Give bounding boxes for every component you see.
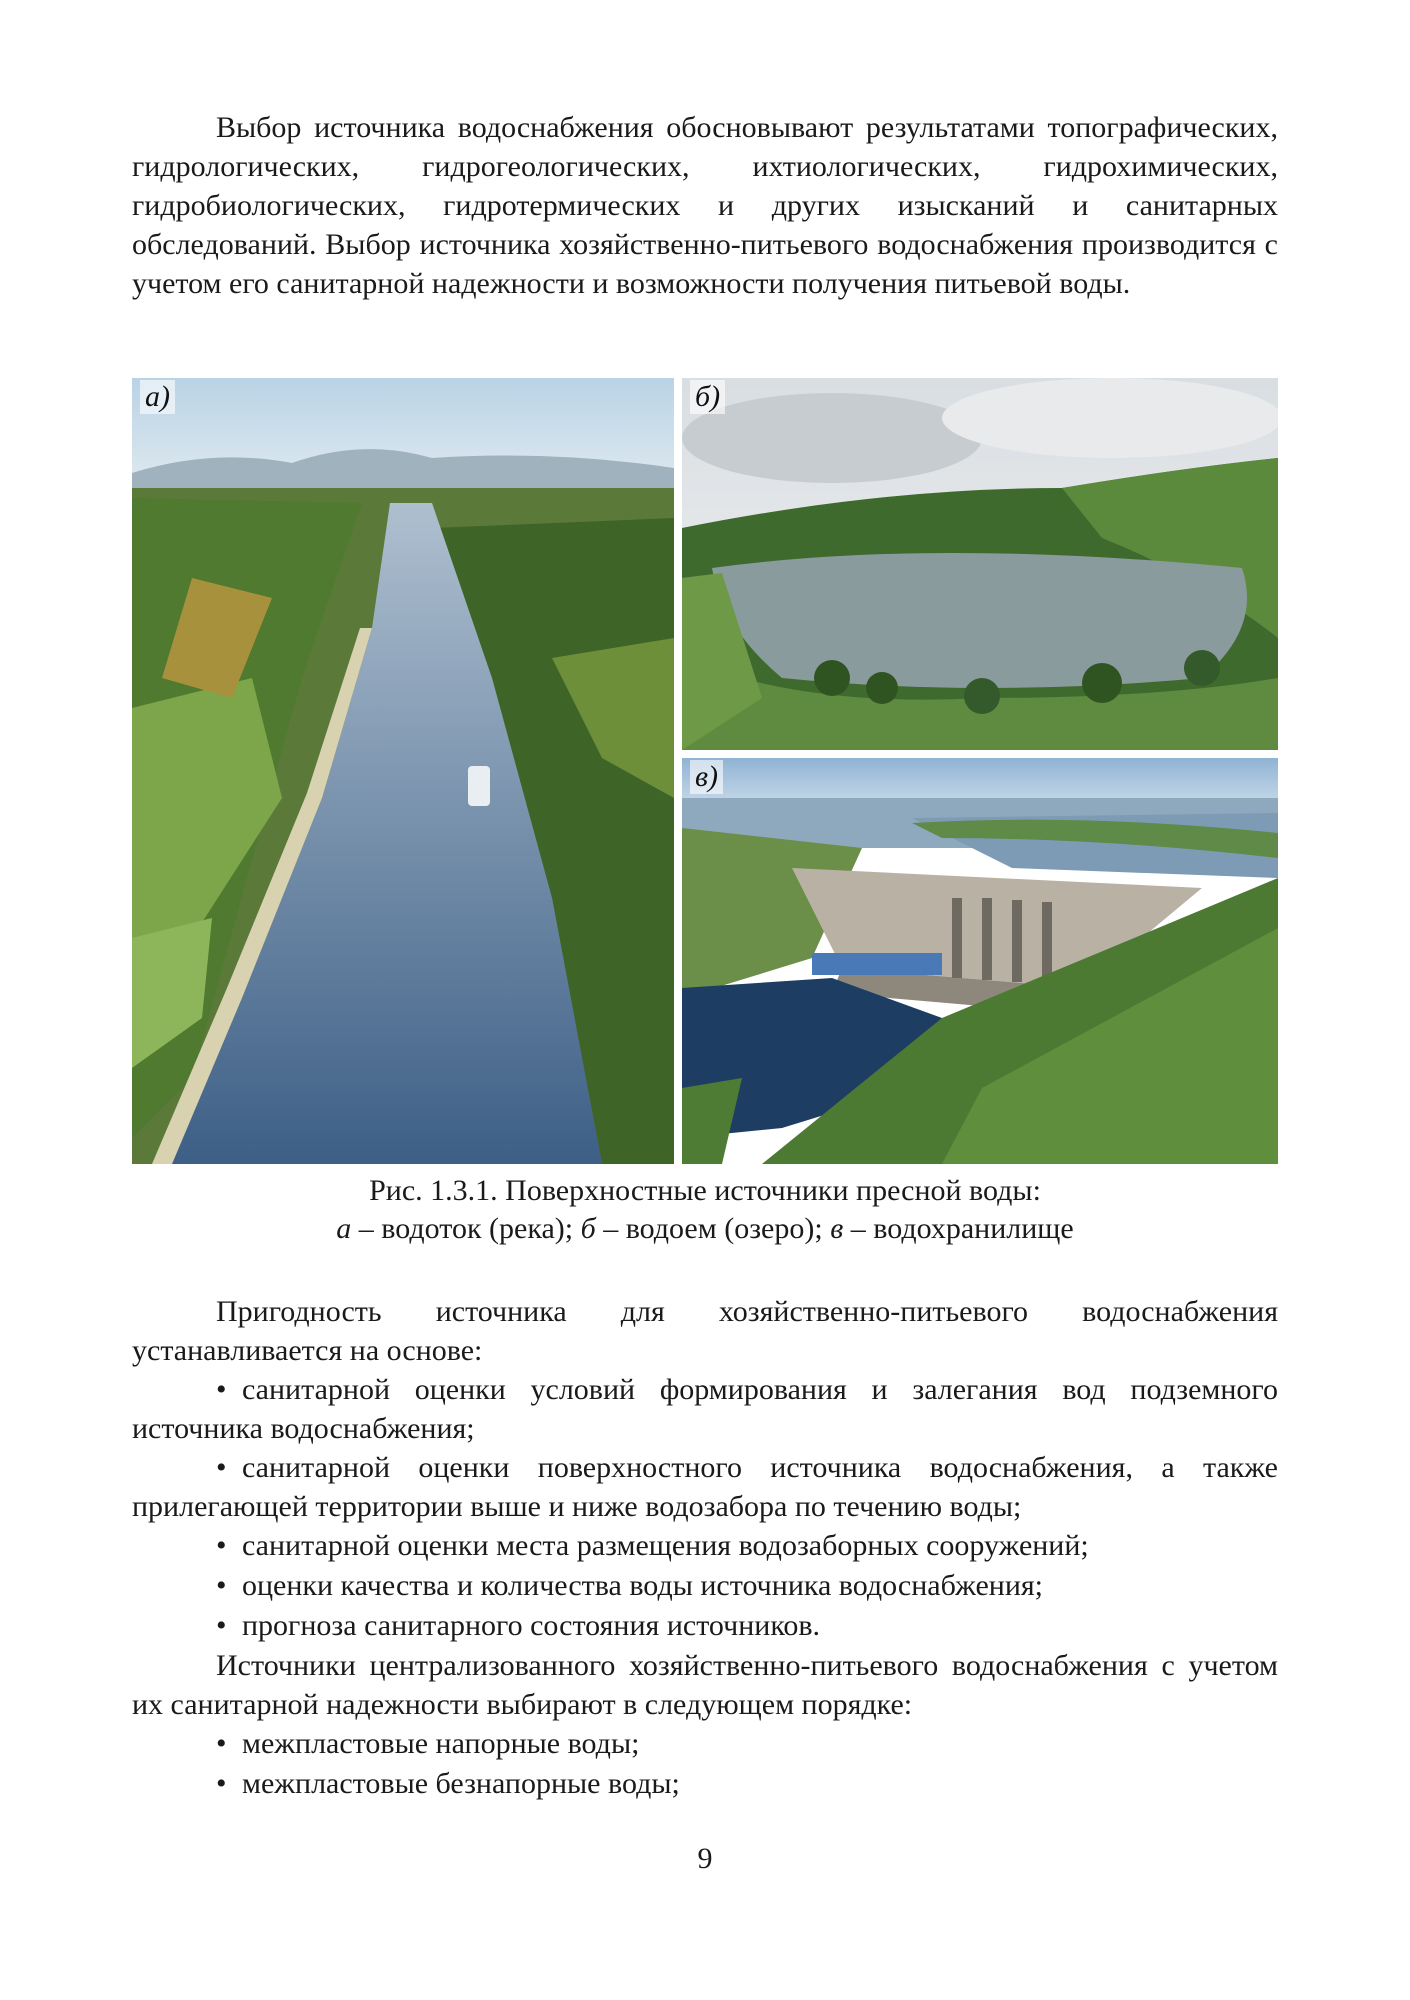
suitability-bullet: • санитарной оценки места размещения водозаборных сооружений; xyxy=(132,1526,1278,1565)
panel-b-label: б) xyxy=(690,380,725,414)
caption-title: Рис. 1.3.1. Поверхностные источники пресной воды: xyxy=(369,1174,1041,1207)
bullet-icon: • xyxy=(216,1767,227,1800)
photo-river xyxy=(132,378,674,1164)
figure-caption xyxy=(132,1172,1278,1248)
order-paragraph: Источники централизованного хозяйственно-питьевого водоснабжения с учетом их санитарной надежности выбирают в следующем порядке: xyxy=(132,1649,1278,1721)
caption-text-c: – водохранилище xyxy=(843,1212,1074,1245)
suitability-paragraph: Пригодность источника для хозяйственно-питьевого водоснабжения устанавливается на основе: xyxy=(132,1295,1278,1367)
intro-paragraph: Выбор источника водоснабжения обосновывают результатами топографических, гидрологических, гидрогеологических, ихтиологических, гидрохимических, гидробиологических, гидротермических и других изысканий и санитарных обследований. Выбор источника хозяйственно-питьевого водоснабжения производится с учетом его санитарной надежности и возможности получения питьевой воды. xyxy=(132,111,1278,300)
bullet-icon: • xyxy=(216,1609,227,1642)
caption-letter-a: а xyxy=(336,1212,352,1245)
caption-letter-c: в xyxy=(830,1212,844,1245)
photo-lake xyxy=(682,378,1278,750)
suitability-bullet: • санитарной оценки условий формирования и залегания вод подземного источника водоснабжения; xyxy=(132,1370,1278,1448)
figure-surface-water-sources xyxy=(132,378,1278,1164)
bullet-icon: • xyxy=(216,1727,227,1760)
reservoir-illustration xyxy=(682,758,1278,1164)
bullet-icon: • xyxy=(216,1451,227,1484)
suitability-bullet: • санитарной оценки поверхностного источника водоснабжения, а также прилегающей территории выше и ниже водозабора по течению воды; xyxy=(132,1448,1278,1526)
caption-legend xyxy=(132,1210,1278,1248)
suitability-bullet: • прогноза санитарного состояния источников. xyxy=(132,1606,1278,1645)
caption-text-b: – водоем (озеро); xyxy=(595,1212,831,1245)
river-illustration xyxy=(132,378,674,1164)
lake-illustration xyxy=(682,378,1278,750)
caption-text-a: – водоток (река); xyxy=(351,1212,581,1245)
bullet-icon: • xyxy=(216,1529,227,1562)
photo-reservoir xyxy=(682,758,1278,1164)
suitability-bullet: • оценки качества и количества воды источника водоснабжения; xyxy=(132,1566,1278,1605)
order-bullet: • межпластовые напорные воды; xyxy=(132,1724,1278,1763)
bullet-icon: • xyxy=(216,1569,227,1602)
caption-letter-b: б xyxy=(580,1212,596,1245)
panel-c-label: в) xyxy=(690,760,723,794)
bullet-icon: • xyxy=(216,1373,227,1406)
page-number: 9 xyxy=(697,1842,713,1875)
order-bullet: • межпластовые безнапорные воды; xyxy=(132,1764,1278,1803)
panel-a-label: а) xyxy=(140,380,175,414)
